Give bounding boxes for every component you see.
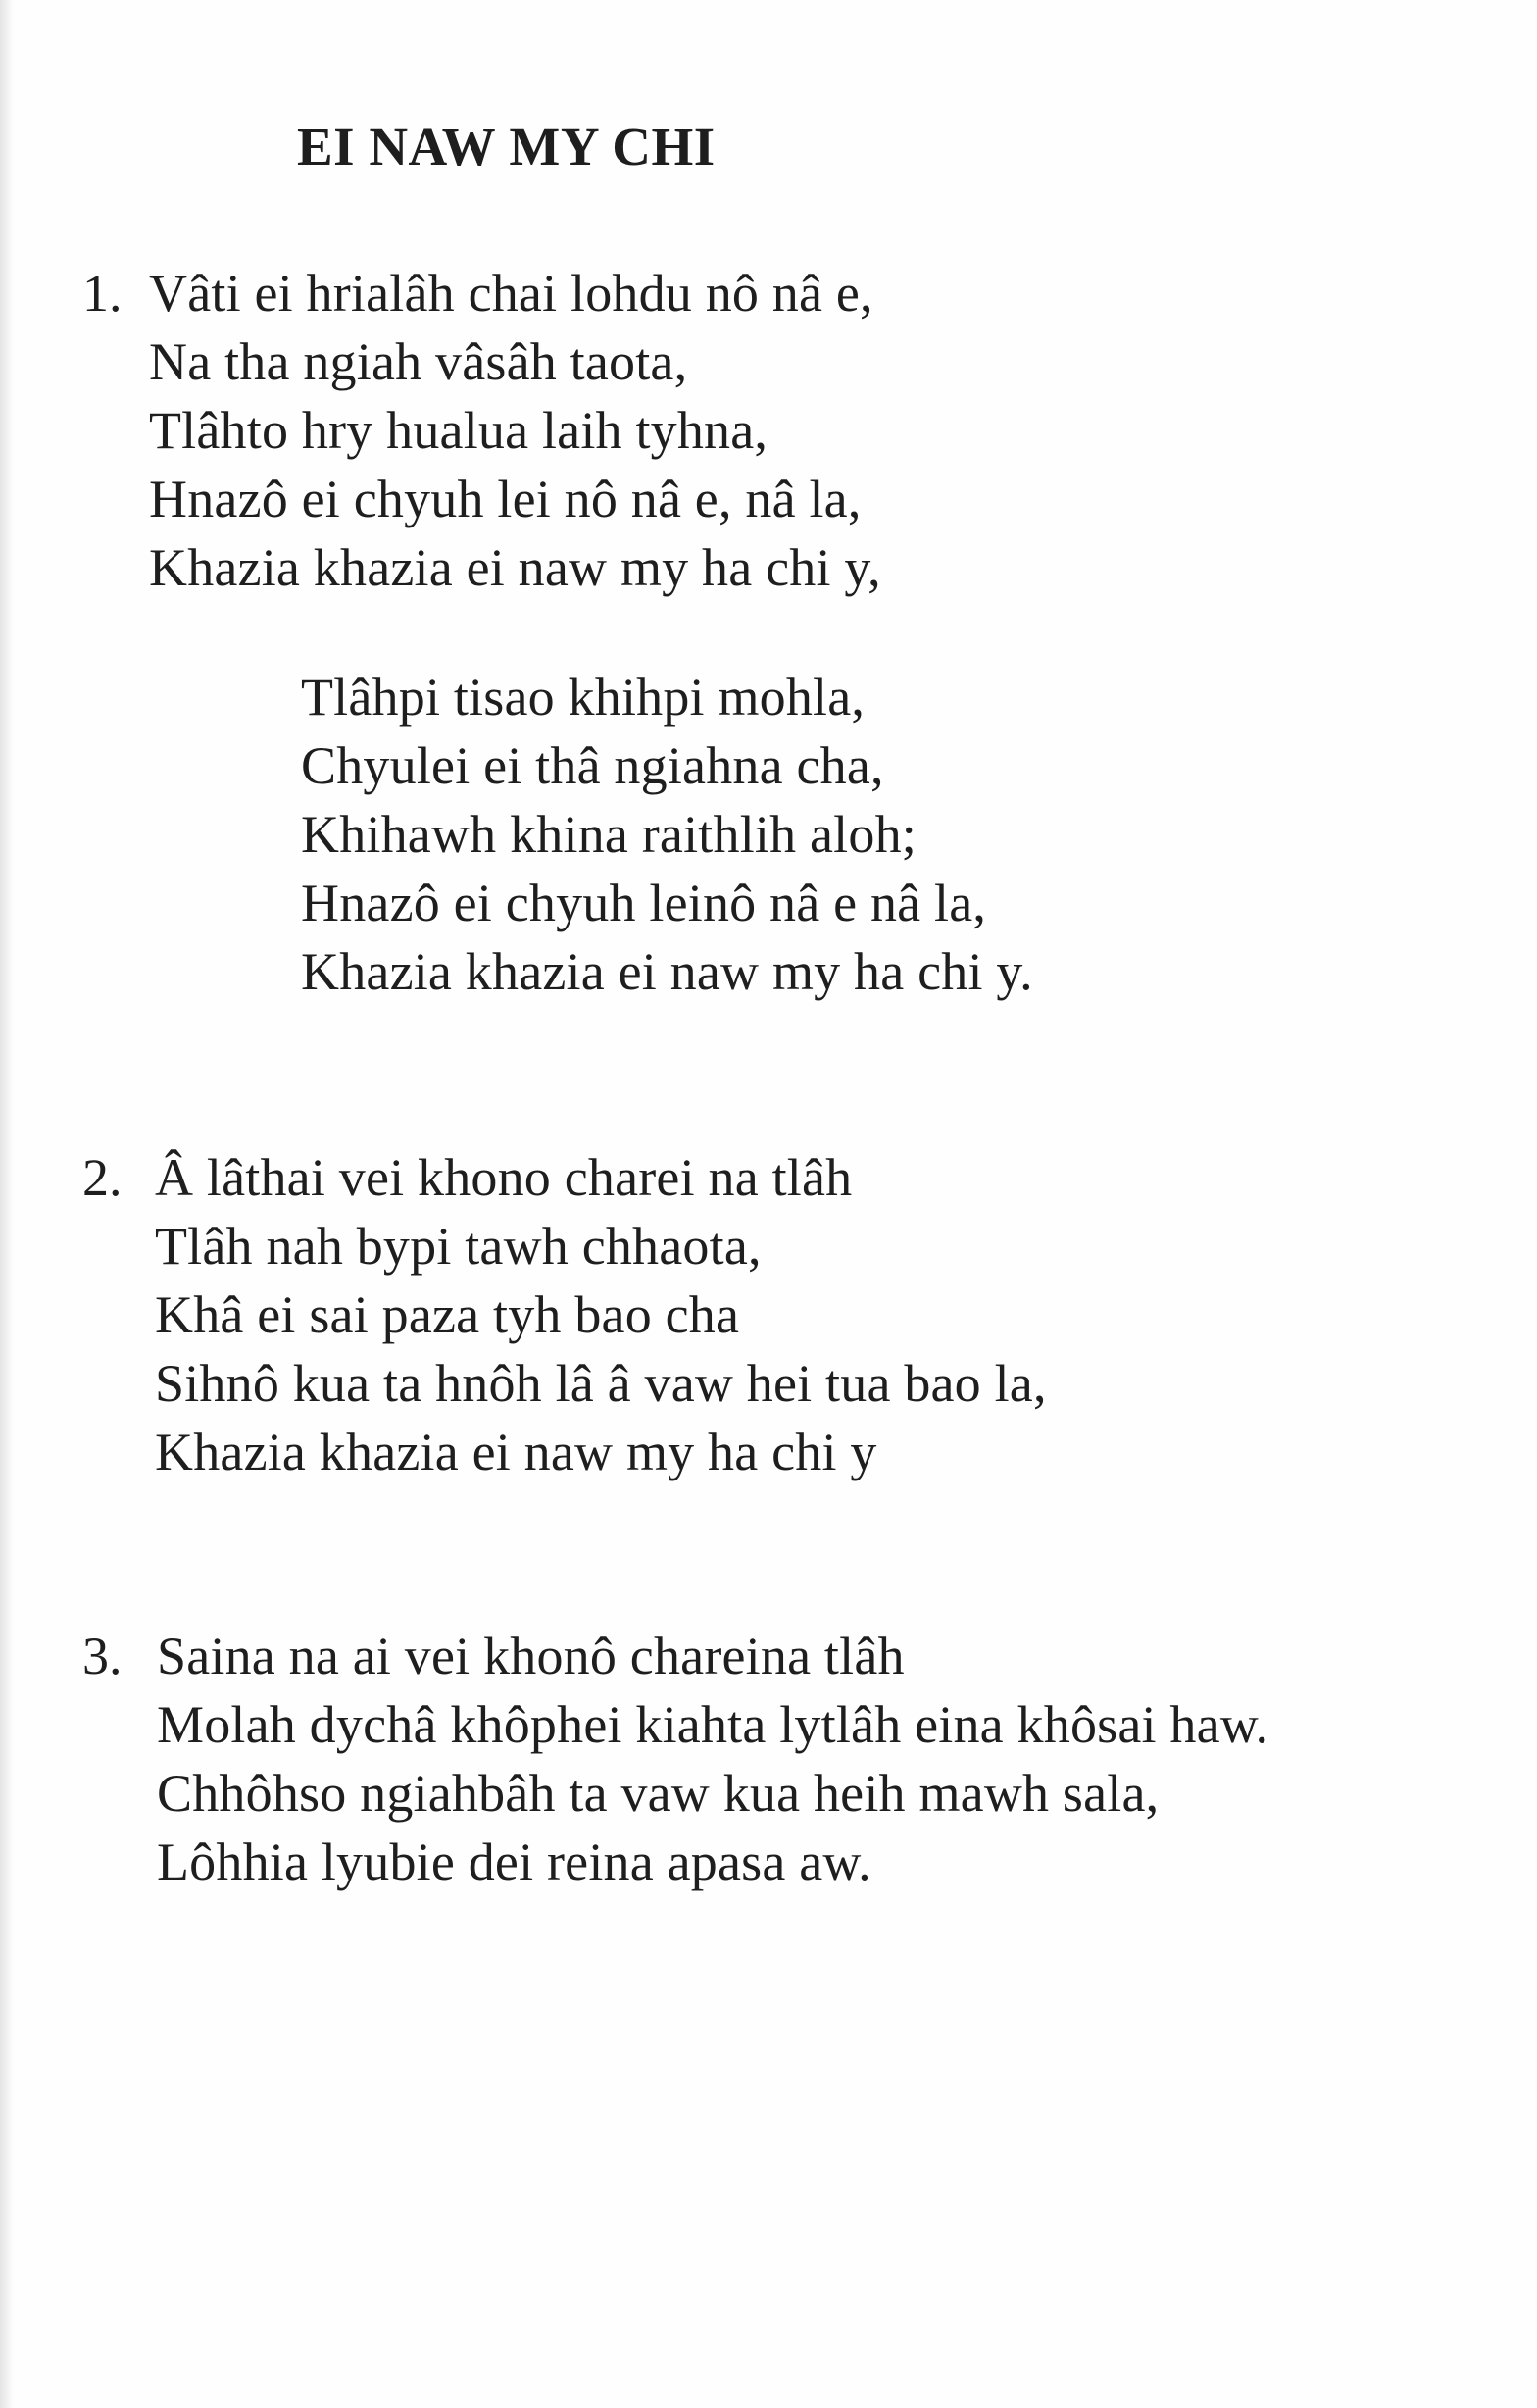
- verse-line: Lôhhia lyubie dei reina apasa aw.: [157, 1832, 871, 1891]
- verse-line: Molah dychâ khôphei kiahta lytlâh eina khôsai haw.: [157, 1695, 1269, 1754]
- verse-3-number: 3.: [82, 1627, 123, 1685]
- chorus-line: Hnazô ei chyuh leinô nâ e nâ la,: [301, 874, 987, 932]
- chorus-line: Tlâhpi tisao khihpi mohla,: [301, 668, 866, 727]
- chorus: [301, 663, 1033, 1006]
- verse-1: [149, 259, 881, 602]
- verse-line: Hnazô ei chyuh lei nô nâ e, nâ la,: [149, 470, 862, 528]
- verse-line: Tlâh nah bypi tawh chhaota,: [155, 1217, 762, 1276]
- verse-line: Â lâthai vei khono charei na tlâh: [155, 1148, 853, 1207]
- verse-line: Vâti ei hrialâh chai lohdu nô nâ e,: [149, 264, 873, 323]
- verse-1-number: 1.: [82, 264, 123, 323]
- chorus-line: Khihawh khina raithlih aloh;: [301, 805, 917, 864]
- verse-line: Khazia khazia ei naw my ha chi y: [155, 1423, 877, 1481]
- verse-line: Saina na ai vei khonô chareina tlâh: [157, 1627, 905, 1685]
- chorus-line: Chyulei ei thâ ngiahna cha,: [301, 736, 884, 795]
- verse-line: Khazia khazia ei naw my ha chi y,: [149, 538, 881, 597]
- chorus-line: Khazia khazia ei naw my ha chi y.: [301, 942, 1033, 1001]
- verse-2: [155, 1143, 1047, 1486]
- page-edge-shadow: [0, 0, 14, 2408]
- song-title: EI NAW MY CHI: [297, 117, 716, 176]
- verse-line: Sihnô kua ta hnôh lâ â vaw hei tua bao la,: [155, 1354, 1047, 1413]
- verse-line: Na tha ngiah vâsâh taota,: [149, 332, 688, 391]
- verse-line: Chhôhso ngiahbâh ta vaw kua heih mawh sala,: [157, 1764, 1160, 1823]
- verse-line: Khâ ei sai paza tyh bao cha: [155, 1285, 740, 1344]
- verse-3: [157, 1622, 1268, 1896]
- verse-line: Tlâhto hry hualua laih tyhna,: [149, 401, 768, 460]
- verse-2-number: 2.: [82, 1148, 123, 1207]
